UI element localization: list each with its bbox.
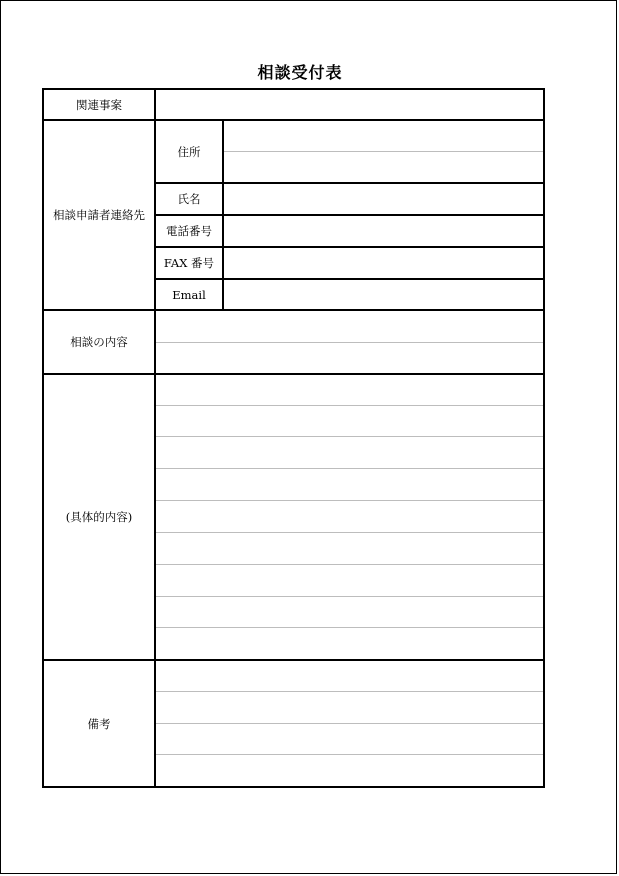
consultation-label: 相談の内容: [70, 335, 128, 349]
name-label: 氏名: [177, 192, 201, 206]
related-matter-label: 関連事案: [76, 97, 122, 112]
address-field[interactable]: [224, 121, 543, 182]
phone-field[interactable]: [224, 216, 543, 246]
email-field[interactable]: [224, 280, 543, 309]
address-label: 住所: [177, 144, 201, 159]
fax-field[interactable]: [224, 248, 543, 278]
details-field[interactable]: [156, 375, 543, 659]
form-border-right: [543, 88, 545, 788]
consultation-form: [42, 88, 545, 788]
remarks-field[interactable]: [156, 661, 543, 786]
name-field[interactable]: [224, 184, 543, 214]
phone-label: 電話番号: [166, 224, 212, 238]
email-label: Email: [172, 287, 206, 302]
remarks-label: 備考: [87, 716, 111, 731]
form-border-bottom: [42, 786, 545, 788]
related-matter-field[interactable]: [156, 90, 543, 119]
fax-label: FAX 番号: [163, 256, 215, 270]
details-label: (具体的内容): [65, 510, 133, 524]
contact-group-label: 相談申請者連絡先: [53, 208, 145, 222]
consultation-field[interactable]: [156, 311, 543, 373]
document-title: 相談受付表: [257, 63, 343, 82]
